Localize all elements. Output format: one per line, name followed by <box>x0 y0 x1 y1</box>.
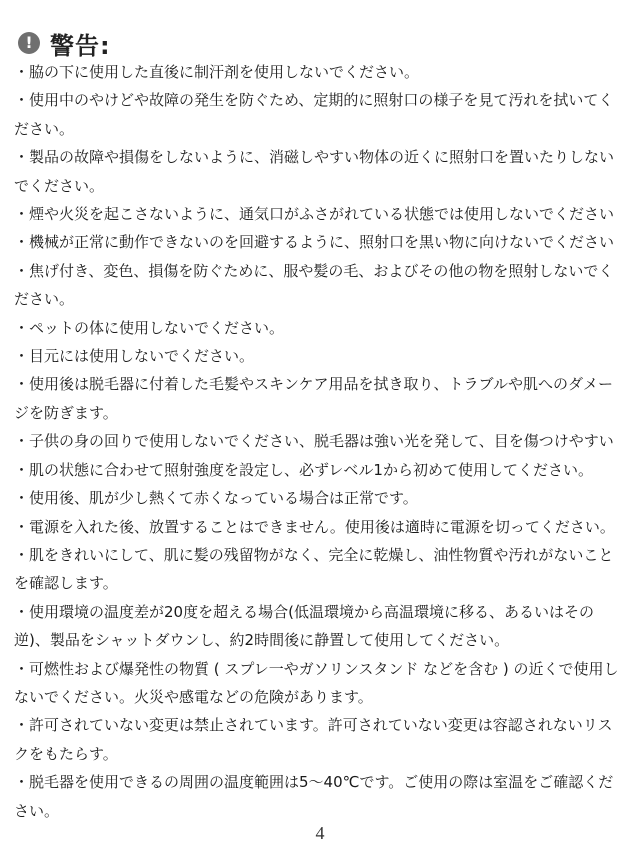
warning-item: ・煙や火災を起こさないように、通気口がふさがれている状態では使用しないでください <box>14 205 615 224</box>
warning-item: ・可燃性および爆発性の物質 ( スプレ一やガソリンスタンド などを含む ) の近くで使用しないでください。火災や感電などの危険があります。 <box>14 659 619 706</box>
warning-item: ・子供の身の回りで使用しないでください、脱毛器は強い光を発して、目を傷つけやすい <box>14 432 614 451</box>
warning-item: ・使用環境の温度差が20度を超える場合(低温環境から高温環境に移る、あるいはその逆)、製品をシャットダウンし、約2時間後に静置して使用してください。 <box>14 602 594 650</box>
warning-list <box>14 58 626 825</box>
warning-item: ・電源を入れた後、放置することはできません。使用後は適時に電源を切ってください。 <box>14 517 615 536</box>
warning-item: ・使用後、肌が少し熱くて赤くなっている場合は正常です。 <box>14 489 418 508</box>
warning-item: ・肌をきれいにして、肌に髪の残留物がなく、完全に乾燥し、油性物質や汚れがないことを確認します。 <box>14 545 614 593</box>
warning-item: ・脇の下に使用した直後に制汗剤を使用しないでください。 <box>14 63 420 81</box>
warning-header <box>18 26 111 60</box>
warning-item: ・目元には使用しないでください。 <box>14 347 255 366</box>
warning-item: ・機械が正常に動作できないのを回避するように、照射口を黒い物に向けないでください <box>14 233 615 252</box>
warning-item: ・焦げ付き、変色、損傷を防ぐために、服や髪の毛、およびその他の物を照射しないでください。 <box>14 261 614 309</box>
warning-item: ・使用中のやけどや故障の発生を防ぐため、定期的に照射口の様子を見て汚れを拭いてください。 <box>14 91 614 138</box>
warning-item: ・使用後は脱毛器に付着した毛髪やスキンケア用品を拭き取り、トラブルや肌へのダメージを防ぎます。 <box>14 375 613 422</box>
page-number: 4 <box>315 823 325 843</box>
warning-item: ・脱毛器を使用できるの周囲の温度範囲は5～40℃です。ご使用の際は室温をご確認ください。 <box>14 773 614 820</box>
exclamation-circle-icon: ! <box>18 32 40 54</box>
warning-item: ・許可されていない変更は禁止されています。許可されていない変更は容認されないリスクをもたらす。 <box>14 716 613 763</box>
warning-item: ・肌の状態に合わせて照射強度を設定し、必ずレベル1から初めて使用してください。 <box>14 460 593 479</box>
warning-item: ・ペットの体に使用しないでください。 <box>14 318 285 337</box>
warning-item: ・製品の故障や損傷をしないように、消磁しやすい物体の近くに照射口を置いたりしないでください。 <box>14 148 615 195</box>
section-title: 警告: <box>50 31 111 60</box>
